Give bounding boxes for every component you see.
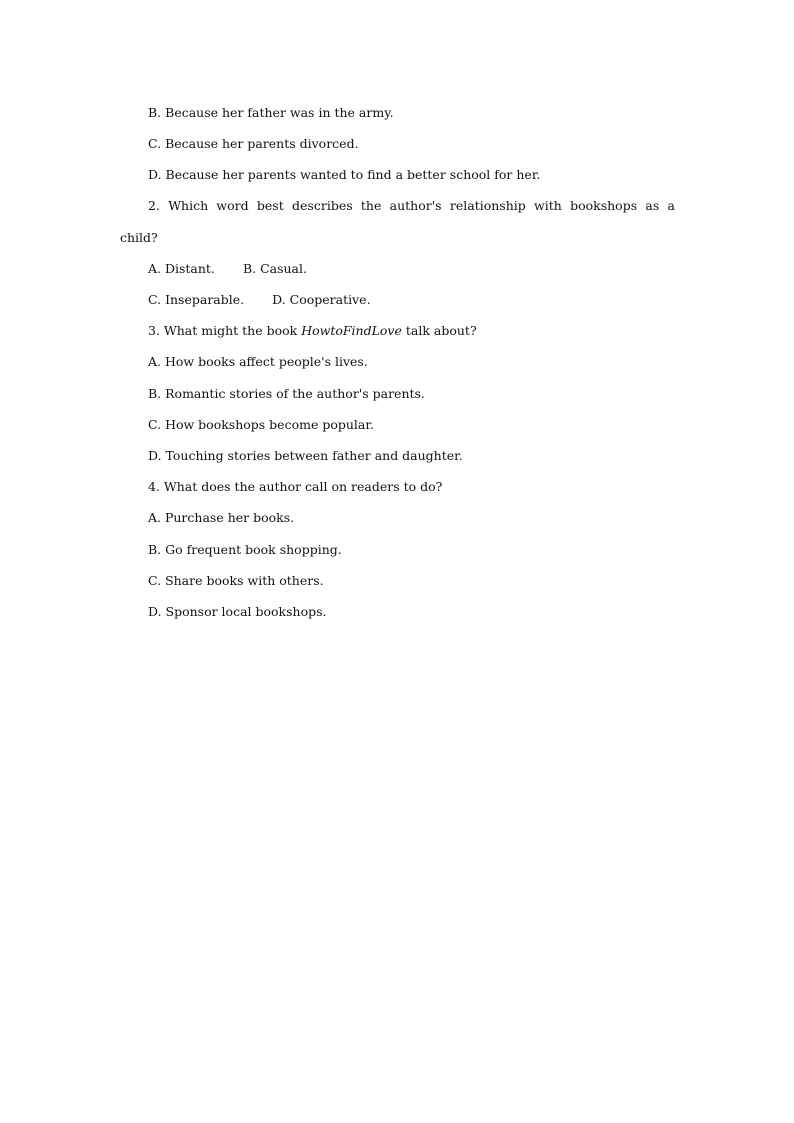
q2-option-d: D. Cooperative. xyxy=(272,292,371,307)
q2-option-a: A. Distant. xyxy=(148,261,215,276)
q1-option-c: C. Because her parents divorced. xyxy=(148,136,359,151)
q1-option-b: B. Because her father was in the army. xyxy=(148,105,394,120)
q1-option-d: D. Because her parents wanted to find a better school for her. xyxy=(148,167,541,182)
q2-stem-line1: 2. Which word best describes the author's relationship with bookshops as a xyxy=(148,198,675,213)
q2-options-row2 xyxy=(148,292,371,308)
q3-option-a: A. How books affect people's lives. xyxy=(148,354,368,369)
q4-option-d: D. Sponsor local bookshops. xyxy=(148,604,327,619)
q4-option-b: B. Go frequent book shopping. xyxy=(148,542,342,557)
q3-option-b: B. Romantic stories of the author's parents. xyxy=(148,386,425,401)
q2-options-row1 xyxy=(148,261,307,277)
q3-stem-post: talk about? xyxy=(401,323,477,338)
q3-book-title: HowtoFindLove xyxy=(301,323,402,338)
q4-option-c: C. Share books with others. xyxy=(148,573,324,588)
q3-stem-pre: 3. What might the book xyxy=(148,323,302,338)
q2-option-b: B. Casual. xyxy=(242,261,307,276)
q3-stem xyxy=(148,323,477,339)
q4-stem: 4. What does the author call on readers to do? xyxy=(148,479,443,494)
q3-option-c: C. How bookshops become popular. xyxy=(148,417,374,432)
q2-option-c: C. Inseparable. xyxy=(148,292,245,307)
q2-stem-line2: child? xyxy=(120,230,158,245)
q3-option-d: D. Touching stories between father and daughter. xyxy=(148,448,463,463)
q4-option-a: A. Purchase her books. xyxy=(148,510,295,525)
